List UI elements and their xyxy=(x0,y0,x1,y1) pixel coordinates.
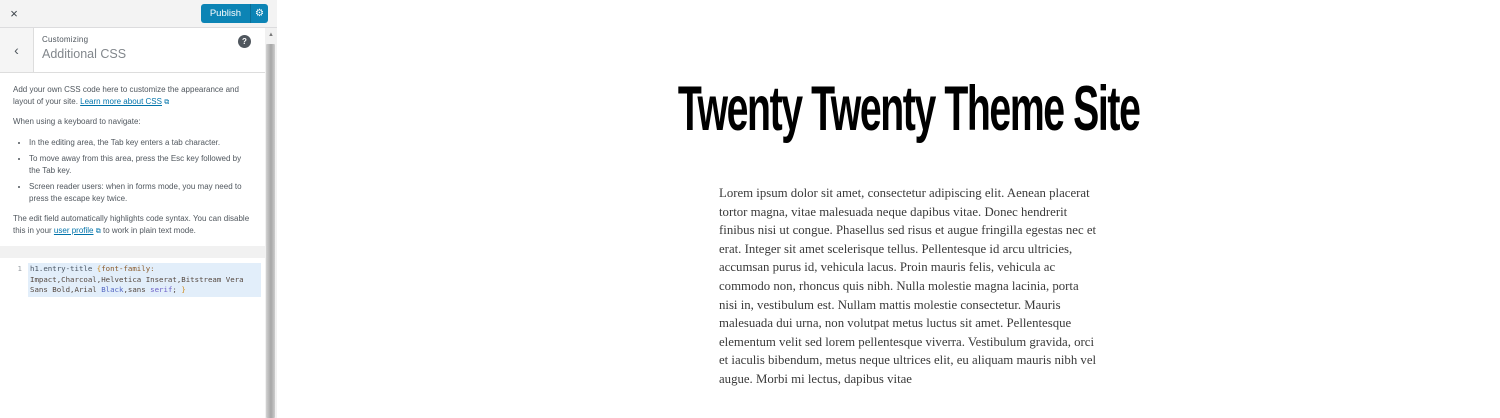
gear-icon: ⚙ xyxy=(255,8,264,19)
scroll-up-icon: ▲ xyxy=(268,32,274,38)
panel-scrollbar[interactable] xyxy=(265,28,277,418)
external-link-icon: ⧉ xyxy=(164,98,170,106)
scrollbar-up-button[interactable] xyxy=(265,28,277,42)
syntax-text-post: to work in plain text mode. xyxy=(102,225,196,235)
css-property-token: font-family: xyxy=(101,264,155,273)
chevron-left-icon: ‹ xyxy=(14,42,19,58)
section-header xyxy=(0,28,265,73)
close-brace-token: } xyxy=(181,285,186,295)
intro-text: Add your own CSS code here to customize the appearance and layout of your site. xyxy=(13,85,239,106)
help-icon: ? xyxy=(242,37,247,46)
panel-gap xyxy=(0,246,265,258)
page-title: Additional CSS xyxy=(42,47,127,61)
customizing-label: Customizing xyxy=(42,35,89,44)
section-description xyxy=(0,73,265,246)
publish-group xyxy=(201,4,268,23)
list-item: • In the editing area, the Tab key enters a tab character. xyxy=(29,137,252,149)
entry-title: Twenty Twenty Theme Site xyxy=(677,73,1140,144)
header-text xyxy=(42,35,126,61)
list-item: • Screen reader users: when in forms mode, you may need to press the escape key twice. xyxy=(29,181,252,204)
close-icon: × xyxy=(10,6,18,21)
css-code-editor[interactable] xyxy=(0,258,265,418)
css-punctuation-token: ; xyxy=(172,285,182,295)
site-title-wrap xyxy=(277,72,1500,144)
keyboard-heading: When using a keyboard to navigate: xyxy=(13,117,141,126)
syntax-text-pre: The edit field automatically highlights code syntax. You can disable this in your xyxy=(13,214,250,235)
line-number: 1 xyxy=(17,264,22,273)
customizer-topbar xyxy=(0,0,277,28)
entry-content-paragraph: Lorem ipsum dolor sit amet, consectetur adipiscing elit. Aenean placerat tortor magna, vitae malesuada neque dapibus vitae. Donec hendrerit finibus nisi ut congue. Phasellus sed risus et augue fringilla egestas nec et erat. Integer sit amet scelerisque tellus. Pellentesque id arcu ultricies, accumsan purus id, vehicula lacus. Proin mauris felis, vehicula ac commodo non, rhoncus quis nibh. Nulla molestie magna lacinia, porta nisi in, vestibulum est. Nullam mattis molestie consectetur. Mauris malesuada dui urna, non volutpat metus luctus sit amet. Pellentesque elementum velit sed lorem pellentesque viverra. Vestibulum gravida, orci et iaculis bibendum, metus neque ultrices elit, eu aliquam mauris nibh vel augue. Morbi mi lectus, dapibus vitae xyxy=(719,186,1097,386)
back-button[interactable] xyxy=(0,28,34,72)
css-selector-token: h1.entry-title xyxy=(30,264,97,273)
help-toggle-button[interactable] xyxy=(238,35,251,48)
publish-button[interactable]: Publish xyxy=(201,4,250,23)
list-item: • To move away from this area, press the Esc key followed by the Tab key. xyxy=(29,153,252,176)
css-keyword-token: Black xyxy=(101,285,124,295)
intro-paragraph xyxy=(13,84,252,108)
external-link-icon: ⧉ xyxy=(95,227,101,235)
keyboard-tips-list xyxy=(13,137,252,205)
publish-settings-button[interactable] xyxy=(250,4,268,23)
open-brace-token: { xyxy=(96,264,102,273)
learn-more-css-link[interactable]: Learn more about CSS xyxy=(80,96,162,106)
user-profile-link[interactable]: user profile xyxy=(53,225,94,235)
site-preview xyxy=(277,0,1500,418)
css-code-line[interactable] xyxy=(28,263,261,297)
close-customizer-button[interactable] xyxy=(0,0,28,27)
css-value-token: ,sans xyxy=(123,285,151,295)
customizer-panel xyxy=(0,0,277,418)
syntax-paragraph xyxy=(13,213,252,237)
css-value-token: Impact,Charcoal,Helvetica Inserat,Bitstream Vera Sans Bold,Arial xyxy=(30,274,244,295)
scrollbar-thumb[interactable] xyxy=(266,44,275,418)
css-keyword-token: serif xyxy=(150,285,173,295)
